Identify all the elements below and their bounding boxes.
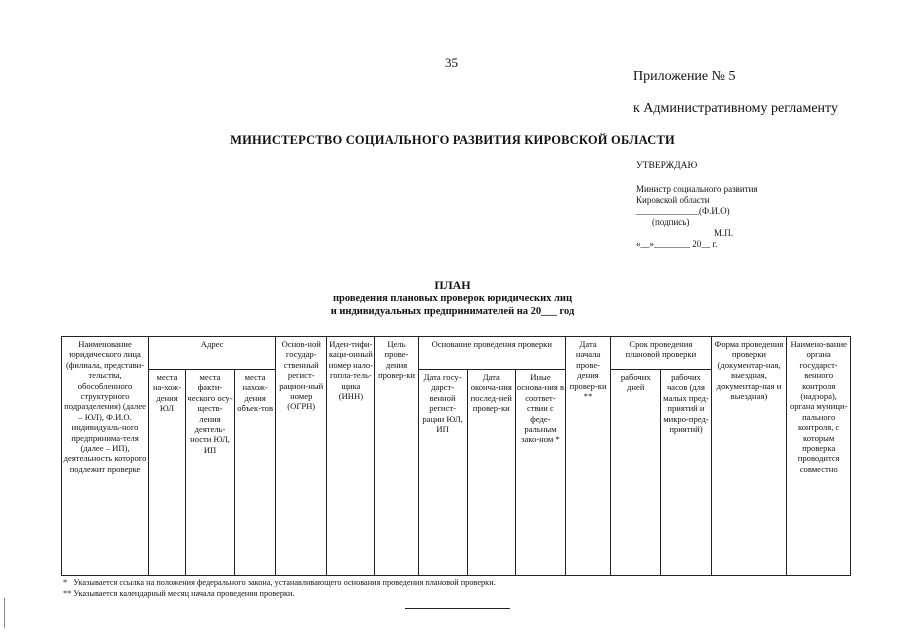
plan-subtitle-line-2: и индивидуальных предпринимателей на 20___ год xyxy=(330,306,575,317)
col-header-joint-agency: Наимено-вание органа государст-венного контроля (надзора), органа муници-пального контроля, с которым проверка проводится совместно xyxy=(787,337,851,576)
col-header-basis-registration: Дата госу-дарст-венной регист-рации ЮЛ, ИП xyxy=(418,370,467,576)
col-header-basis: Основание проведения проверки xyxy=(418,337,566,370)
col-header-term: Срок проведения плановой проверки xyxy=(611,337,711,370)
col-header-name: Наименование юридического лица (филиала, представи-тельства, обособленного структурного подразделения) (далее – ЮЛ), Ф.И.О. индивидуаль-ного предпринима-теля (далее – ИП), деятельность которого подлежит проверке xyxy=(62,337,149,576)
approval-title: УТВЕРЖДАЮ xyxy=(636,161,698,171)
plan-title: ПЛАН xyxy=(434,278,471,292)
plan-subtitle xyxy=(0,292,905,318)
appendix-reference: к Административному регламенту xyxy=(633,101,838,116)
plan-table xyxy=(61,336,851,576)
scan-edge-mark xyxy=(4,598,5,628)
col-header-ogrn: Основ-ной государ-ственный регист-рацион-ный номер (ОГРН) xyxy=(276,337,327,576)
approval-fio-line: ______________(Ф.И.О) xyxy=(636,206,730,216)
col-header-basis-last-check: Дата оконча-ния послед-ней провер-ки xyxy=(467,370,515,576)
col-header-addr-actual: места факти-ческого осу-ществ-ления деятель-ности ЮЛ, ИП xyxy=(185,370,234,576)
footnote-1: * Указывается ссылка на положения федерального закона, устанавливающего основания проведения плановой проверки. xyxy=(63,578,496,587)
col-header-addr-location: места на-хож-дения ЮЛ xyxy=(149,370,186,576)
col-header-term-hours: рабочих часов (для малых пред-приятий и микро-пред-приятий) xyxy=(661,370,711,576)
col-header-inn: Иден-тифи-каци-онный номер нало-гопла-тель-щика (ИНН) xyxy=(327,337,375,576)
plan-subtitle-line-1: проведения плановых проверок юридических лиц xyxy=(332,293,572,304)
page-number: 35 xyxy=(445,55,458,70)
approval-date-line: «__»________ 20__ г. xyxy=(636,239,718,249)
footnotes xyxy=(63,577,496,599)
footnote-2: ** Указывается календарный месяц начала проведения проверки. xyxy=(63,589,295,598)
col-header-addr-objects: места нахож-дения объек-тов xyxy=(235,370,276,576)
col-header-form: Форма проведения проверки (документар-ная, выездная, документар-ная и выездная) xyxy=(711,337,787,576)
approval-region: Кировской области xyxy=(636,195,710,205)
col-header-start-date: Дата начала прове-дения провер-ки ** xyxy=(566,337,611,576)
col-header-basis-other: Иные основа-ния в соответ-ствии с феде-ральным зако-ном * xyxy=(515,370,565,576)
col-header-goal: Цель прове-дения провер-ки xyxy=(375,337,418,576)
approval-signature-caption: (подпись) xyxy=(652,217,690,227)
approval-seal-mark: М.П. xyxy=(714,228,734,238)
ministry-title: МИНИСТЕРСТВО СОЦИАЛЬНОГО РАЗВИТИЯ КИРОВСКОЙ ОБЛАСТИ xyxy=(230,133,675,147)
col-header-address: Адрес xyxy=(149,337,276,370)
approval-block xyxy=(636,161,816,250)
approval-minister: Министр социального развития xyxy=(636,184,758,194)
col-header-term-days: рабочих дней xyxy=(611,370,661,576)
appendix-title: Приложение № 5 xyxy=(633,69,736,84)
end-divider xyxy=(405,608,510,609)
